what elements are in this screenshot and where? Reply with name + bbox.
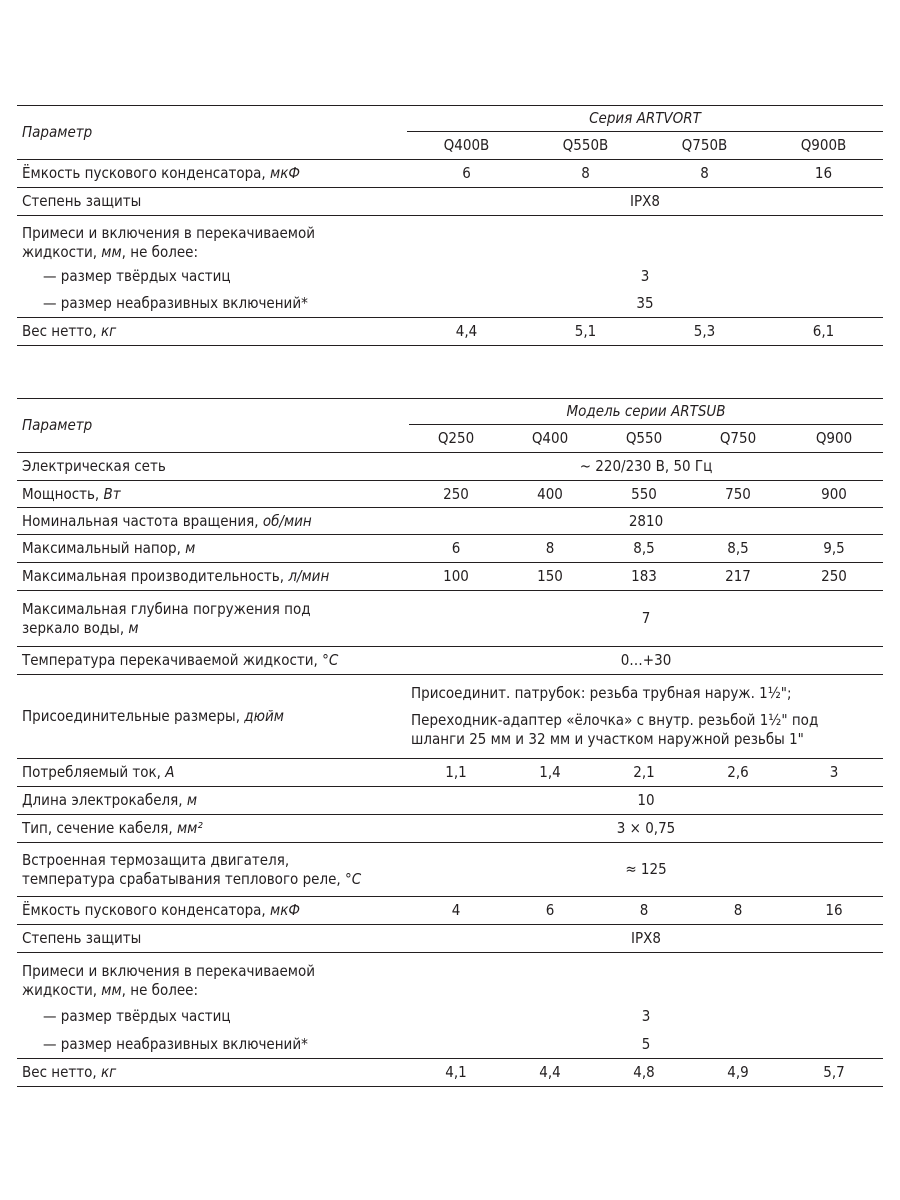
model-q400b: Q400B (407, 132, 526, 160)
row-label: Максимальный напор, (22, 539, 181, 558)
cell: 3 (641, 1007, 651, 1026)
row-label: Степень защиты (17, 925, 409, 953)
row-weight (17, 1059, 883, 1087)
cell: 6 (409, 535, 503, 563)
row-protection (17, 925, 883, 953)
row-label: Потребляемый ток, (22, 763, 161, 782)
cell: 8 (645, 160, 764, 188)
row-label: — размер неабразивных включений* (17, 1031, 409, 1059)
row-label: , не более: (121, 980, 199, 999)
row-label: зеркало воды, (22, 618, 125, 637)
model-q750b: Q750B (645, 132, 764, 160)
artvort-spec-table (17, 105, 883, 346)
cell: 16 (785, 897, 883, 925)
cell: 9,5 (785, 535, 883, 563)
cell: 8 (526, 160, 645, 188)
cell: 8 (691, 897, 785, 925)
cell: 7 (409, 591, 883, 647)
model-q550b: Q550B (526, 132, 645, 160)
row-label: Тип, сечение кабеля, (22, 819, 173, 838)
cell: 16 (764, 160, 883, 188)
row-power (17, 481, 883, 508)
artsub-spec-table (17, 398, 883, 1087)
row-label: Встроенная термозащита двигателя, (22, 850, 290, 869)
cell: 3 (785, 759, 883, 787)
cell: 8,5 (691, 535, 785, 563)
cell: 250 (409, 481, 503, 508)
row-label: — размер твёрдых частиц (43, 1007, 231, 1026)
row-label: — размер твёрдых частиц (43, 267, 231, 286)
row-unit: об/мин (262, 511, 312, 530)
row-unit: мм² (176, 819, 203, 838)
row-unit: °С (344, 869, 362, 888)
cell: IPX8 (409, 925, 883, 953)
row-unit: м (186, 791, 198, 810)
row-cable-length (17, 787, 883, 815)
row-unit: А (165, 763, 175, 782)
cell: 1,1 (409, 759, 503, 787)
row-cable-type (17, 815, 883, 843)
cell: 6 (503, 897, 597, 925)
cell: ~ 220/230 В, 50 Гц (409, 453, 883, 481)
cell: 250 (785, 563, 883, 591)
cell: 4,9 (691, 1059, 785, 1087)
row-rpm (17, 508, 883, 535)
cell: 5 (409, 1031, 883, 1059)
row-nonabrasive (17, 290, 883, 318)
cell: 6 (407, 160, 526, 188)
connection-text: Присоединит. патрубок: резьба трубная наруж. 1½"; (411, 684, 792, 703)
cell: 150 (503, 563, 597, 591)
cell: IPX8 (407, 188, 883, 216)
cell: 183 (597, 563, 691, 591)
row-protection (17, 188, 883, 216)
row-label: Электрическая сеть (17, 453, 409, 481)
cell: 4,8 (597, 1059, 691, 1087)
row-label: , не более: (121, 242, 199, 261)
cell: 1,4 (503, 759, 597, 787)
row-unit: мкФ (270, 901, 300, 920)
cell: 8,5 (597, 535, 691, 563)
row-depth (17, 591, 883, 647)
model-q400: Q400 (503, 425, 597, 453)
model-q900: Q900 (785, 425, 883, 453)
row-weight (17, 318, 883, 346)
row-unit: Вт (103, 484, 121, 503)
param-header: Параметр (17, 399, 409, 453)
cell: 2,6 (691, 759, 785, 787)
row-current (17, 759, 883, 787)
cell: 6,1 (764, 318, 883, 346)
row-label: Температура перекачиваемой жидкости, (22, 651, 318, 670)
cell: 5,1 (526, 318, 645, 346)
cell: 900 (785, 481, 883, 508)
model-q900b: Q900B (764, 132, 883, 160)
row-unit: кг (100, 322, 117, 341)
cell: 8 (503, 535, 597, 563)
row-network (17, 453, 883, 481)
row-head (17, 535, 883, 563)
row-nonabrasive (17, 1031, 883, 1059)
row-label: Вес нетто, (22, 322, 97, 341)
row-label: Номинальная частота вращения, (22, 511, 259, 530)
row-label: Присоединительные размеры, (22, 707, 240, 726)
row-temperature (17, 647, 883, 675)
param-header: Параметр (17, 106, 407, 160)
row-label: Максимальная глубина погружения под (22, 599, 311, 618)
connection-text: шланги 25 мм и 32 мм и участком наружной резьбы 1" (411, 729, 804, 748)
cell: 8 (597, 897, 691, 925)
cell: 0…+30 (409, 647, 883, 675)
row-capacitor (17, 160, 883, 188)
row-unit: дюйм (244, 707, 284, 726)
cell: 100 (409, 563, 503, 591)
row-impurities (17, 216, 883, 264)
row-label: — размер неабразивных включений* (17, 290, 407, 318)
row-thermal (17, 843, 883, 897)
series-header: Серия ARTVORT (407, 106, 883, 132)
cell: 35 (407, 290, 883, 318)
row-solid (17, 1003, 883, 1031)
row-label: Длина электрокабеля, (22, 791, 183, 810)
row-label: Вес нетто, (22, 1063, 97, 1082)
cell: 4,1 (409, 1059, 503, 1087)
model-q550: Q550 (597, 425, 691, 453)
cell: 2810 (409, 508, 883, 535)
cell: 400 (503, 481, 597, 508)
row-label: Примеси и включения в перекачиваемой (22, 962, 316, 980)
row-unit: °С (322, 651, 339, 670)
cell: 217 (691, 563, 785, 591)
connection-text: Переходник-адаптер «ёлочка» с внутр. резьбой 1½" под (411, 711, 819, 730)
row-unit: м (185, 539, 196, 558)
row-unit: мм (101, 980, 122, 999)
cell: 2,1 (597, 759, 691, 787)
row-label: жидкости, (22, 980, 97, 999)
row-capacitor (17, 897, 883, 925)
cell: 3 × 0,75 (409, 815, 883, 843)
row-impurities (17, 953, 883, 1003)
row-label: температура срабатывания теплового реле, (22, 869, 341, 888)
cell: 750 (691, 481, 785, 508)
row-unit: кг (100, 1063, 117, 1082)
row-label: Ёмкость пускового конденсатора, (22, 901, 266, 920)
row-solid (17, 264, 883, 290)
row-label: жидкости, (22, 242, 97, 261)
series-header: Модель серии ARTSUB (409, 399, 883, 425)
row-flow (17, 563, 883, 591)
cell: 5,3 (645, 318, 764, 346)
cell: 4,4 (407, 318, 526, 346)
model-q250: Q250 (409, 425, 503, 453)
row-unit: мкФ (270, 164, 300, 183)
model-q750: Q750 (691, 425, 785, 453)
row-unit: л/мин (288, 567, 330, 586)
cell: 5,7 (785, 1059, 883, 1087)
cell: 3 (640, 267, 650, 286)
row-label: Примеси и включения в перекачиваемой (22, 224, 316, 242)
cell: ≈ 125 (409, 843, 883, 897)
cell: 10 (409, 787, 883, 815)
cell: 550 (597, 481, 691, 508)
cell: 4,4 (503, 1059, 597, 1087)
row-unit: мм (101, 242, 122, 261)
row-label: Степень защиты (17, 188, 407, 216)
cell: 4 (409, 897, 503, 925)
row-label: Мощность, (22, 484, 100, 503)
row-connection (17, 675, 883, 759)
row-label: Ёмкость пускового конденсатора, (22, 164, 266, 183)
row-unit: м (128, 618, 139, 637)
row-label: Максимальная производительность, (22, 567, 285, 586)
